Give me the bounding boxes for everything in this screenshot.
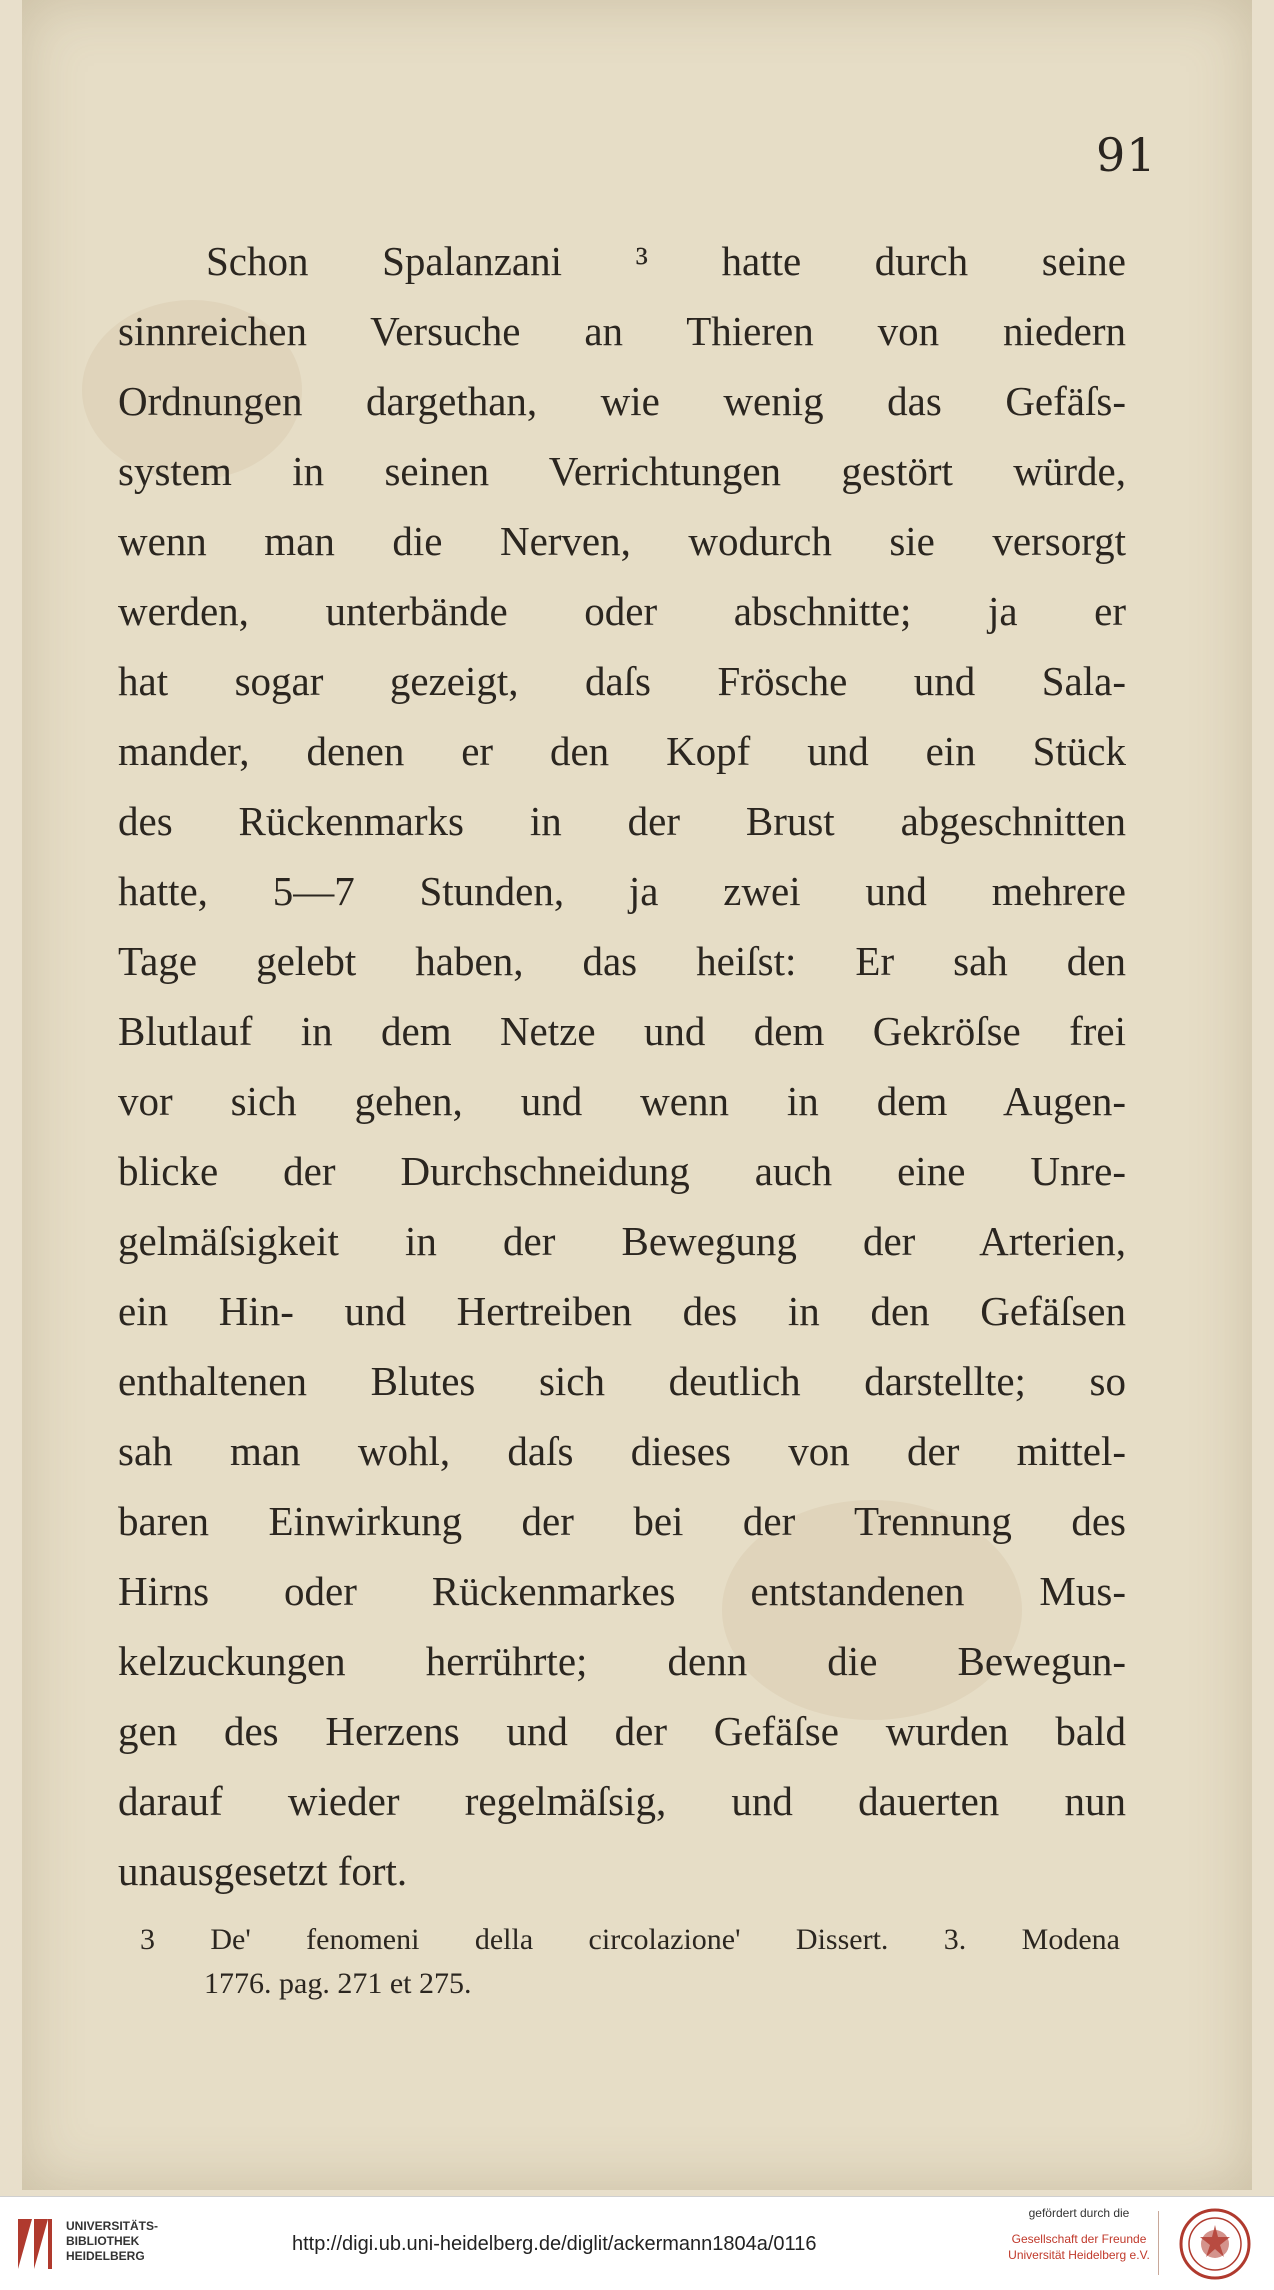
permalink-url[interactable]: http://digi.ub.uni-heidelberg.de/diglit/ackermann1804a/0116 xyxy=(292,2233,817,2255)
text-line: vor sich gehen, und wenn in dem Augen- xyxy=(118,1078,1126,1124)
text-line: Ordnungen dargethan, wie wenig das Gefäſs- xyxy=(118,378,1126,424)
sponsor-block xyxy=(984,2205,1174,2263)
footnote xyxy=(140,1918,1120,2006)
text-line: mander, denen er den Kopf und ein Stück xyxy=(118,728,1126,774)
library-logo-icon xyxy=(10,2213,56,2275)
sponsor-name: Gesellschaft der Freunde xyxy=(1011,2232,1147,2246)
text-line: unausgesetzt fort. xyxy=(118,1848,408,1894)
sponsor-name: Universität Heidelberg e.V. xyxy=(1008,2248,1150,2262)
text-line: Tage gelebt haben, das heiſst: Er sah den xyxy=(118,938,1126,984)
text-line: hat sogar gezeigt, daſs Frösche und Sala- xyxy=(118,658,1126,704)
text-line: system in seinen Verrichtungen gestört würde, xyxy=(118,448,1126,494)
text-line: kelzuckungen herrührte; denn die Bewegun- xyxy=(118,1638,1126,1684)
footnote-line: 3 De' fenomeni della circolazione' Dissert. 3. Modena xyxy=(140,1923,1120,1956)
text-line: hatte, 5—7 Stunden, ja zwei und mehrere xyxy=(118,868,1126,914)
text-line: Blutlauf in dem Netze und dem Gekröſse frei xyxy=(118,1008,1126,1054)
library-name xyxy=(66,2219,158,2264)
body-text xyxy=(118,226,1126,1906)
text-line: sinnreichen Versuche an Thieren von niedern xyxy=(118,308,1126,354)
page-number: 91 xyxy=(1096,128,1157,182)
text-line: werden, unterbände oder abschnitte; ja er xyxy=(118,588,1126,634)
text-line: sah man wohl, daſs dieses von der mittel- xyxy=(118,1428,1126,1474)
text-line: Hirns oder Rückenmarkes entstandenen Mus- xyxy=(118,1568,1126,1614)
university-seal-icon xyxy=(1178,2207,1252,2281)
text-line: blicke der Durchschneidung auch eine Unre- xyxy=(118,1148,1126,1194)
text-line: gen des Herzens und der Gefäſse wurden bald xyxy=(118,1708,1126,1754)
divider xyxy=(1158,2211,1159,2275)
text-line: Schon Spalanzani ³ hatte durch seine xyxy=(206,238,1126,284)
text-line: gelmäſsigkeit in der Bewegung der Arterien, xyxy=(118,1218,1126,1264)
library-name-line: HEIDELBERG xyxy=(66,2249,145,2263)
text-line: baren Einwirkung der bei der Trennung des xyxy=(118,1498,1126,1544)
library-name-line: UNIVERSITÄTS- xyxy=(66,2219,159,2233)
viewer-footer xyxy=(0,2196,1274,2290)
text-line: des Rückenmarks in der Brust abgeschnitten xyxy=(118,798,1126,844)
text-line: enthaltenen Blutes sich deutlich darstellte; so xyxy=(118,1358,1126,1404)
text-line: darauf wieder regelmäſsig, und dauerten nun xyxy=(118,1778,1126,1824)
text-line: wenn man die Nerven, wodurch sie versorgt xyxy=(118,518,1126,564)
text-line: ein Hin- und Hertreiben des in den Gefäſsen xyxy=(118,1288,1126,1334)
library-name-line: BIBLIOTHEK xyxy=(66,2234,140,2248)
sponsor-lead: gefördert durch die xyxy=(1028,2206,1130,2220)
footnote-line: 1776. pag. 271 et 275. xyxy=(204,1967,472,2000)
